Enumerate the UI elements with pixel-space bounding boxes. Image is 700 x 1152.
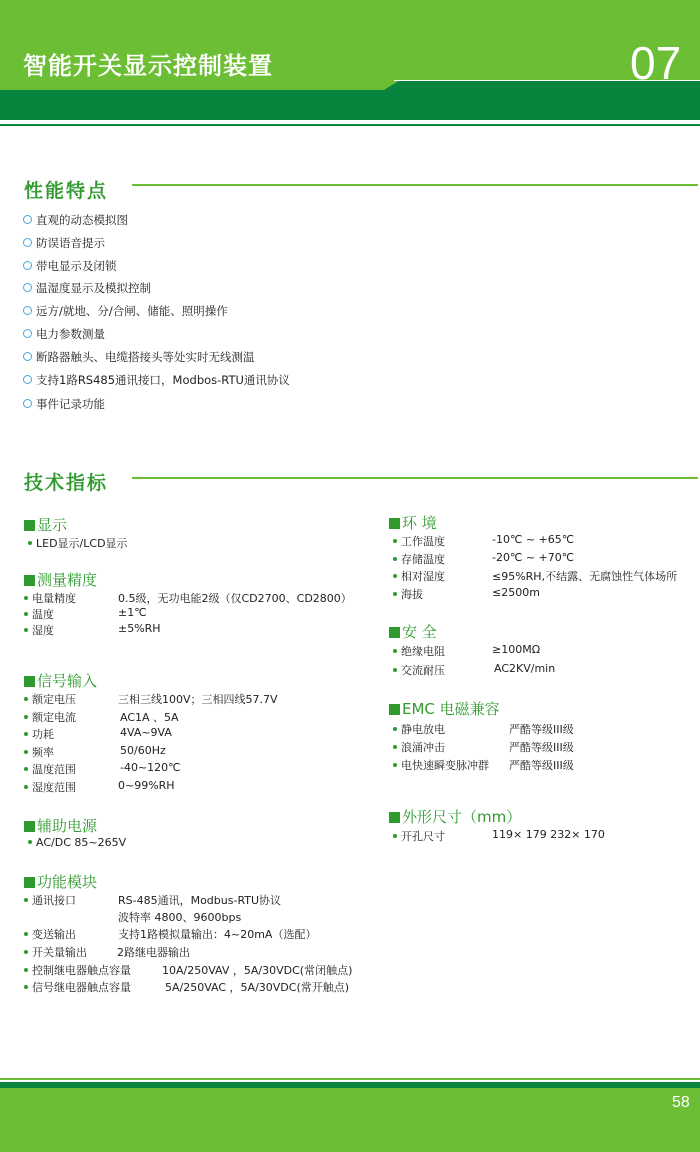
features-title: 性能特点 (24, 180, 109, 202)
feature-item: 电力参数测量 (23, 326, 105, 342)
spec-row-label: 海拔 (393, 586, 423, 602)
spec-row-value: ≤2500m (492, 586, 540, 599)
dot-bullet-icon (24, 932, 28, 936)
spec-row-label: 功耗 (24, 726, 54, 742)
feature-item: 带电显示及闭锁 (23, 258, 117, 274)
spec-row-label: 电量精度 (24, 590, 76, 606)
document-title: 智能开关显示控制装置 (23, 52, 273, 80)
dot-bullet-icon (393, 574, 397, 578)
dot-bullet-icon (393, 727, 397, 731)
subheading-safety: 安 全 (389, 621, 437, 642)
feature-item: 事件记录功能 (23, 396, 105, 412)
dot-bullet-icon (24, 898, 28, 902)
spec-row-value: ≤95%RH,不结露、无腐蚀性气体场所 (492, 570, 678, 583)
spec-row-label: 额定电压 (24, 691, 76, 707)
spec-row-value: 119× 179 232× 170 (492, 828, 605, 841)
square-bullet-icon (389, 704, 400, 715)
spec-row-label: 浪涌冲击 (393, 739, 445, 755)
dot-bullet-icon (393, 539, 397, 543)
dot-bullet-icon (393, 592, 397, 596)
dot-bullet-icon (393, 763, 397, 767)
features-rule (132, 184, 698, 186)
spec-row-value: -20℃ ~ +70℃ (492, 551, 575, 564)
dot-bullet-icon (393, 668, 397, 672)
dot-bullet-icon (393, 745, 397, 749)
feature-item: 支持1路RS485通讯接口，Modbos-RTU通讯协议 (23, 372, 290, 388)
spec-row-value: 严酷等级III级 (509, 741, 574, 754)
square-bullet-icon (24, 520, 35, 531)
spec-row-value: ≥100MΩ (492, 643, 541, 656)
spec-row-label: 变送输出 (24, 926, 76, 942)
spec-row-label: 控制继电器触点容量 (24, 962, 131, 978)
spec-row-label: 信号继电器触点容量 (24, 979, 131, 995)
bullet-ring-icon (23, 215, 32, 224)
square-bullet-icon (24, 821, 35, 832)
spec-row-label: 开孔尺寸 (393, 828, 445, 844)
square-bullet-icon (389, 812, 400, 823)
dot-bullet-icon (24, 612, 28, 616)
dot-bullet-icon (28, 541, 32, 545)
header-wedge (0, 80, 400, 90)
specs-title: 技术指标 (24, 472, 109, 494)
spec-row-label: 相对湿度 (393, 568, 445, 584)
spec-row-value: AC2KV/min (494, 662, 556, 675)
bullet-ring-icon (23, 238, 32, 247)
dot-bullet-icon (24, 628, 28, 632)
page-number: 58 (672, 1094, 690, 1111)
subheading-signal: 信号输入 (24, 670, 97, 691)
dot-bullet-icon (28, 840, 32, 844)
square-bullet-icon (389, 518, 400, 529)
dot-bullet-icon (24, 785, 28, 789)
spec-row-value: 5A/250VAC ，5A/30VDC(常开触点) (165, 981, 350, 994)
feature-item: 断路器触头、电缆搭接头等处实时无线测温 (23, 349, 255, 365)
square-bullet-icon (24, 575, 35, 586)
spec-row-value: ±1℃ (118, 606, 147, 619)
spec-row-value: 支持1路模拟量输出：4~20mA（选配） (118, 928, 317, 941)
square-bullet-icon (389, 627, 400, 638)
specs-rule (132, 477, 698, 479)
spec-row-label: 湿度范围 (24, 779, 76, 795)
subheading-environment: 环 境 (389, 512, 437, 533)
spec-row-label: 频率 (24, 744, 54, 760)
dot-bullet-icon (24, 596, 28, 600)
bullet-ring-icon (23, 352, 32, 361)
spec-row-label: 额定电流 (24, 709, 76, 725)
dot-bullet-icon (393, 557, 397, 561)
dot-bullet-icon (24, 715, 28, 719)
spec-row-label: 温度范围 (24, 761, 76, 777)
dot-bullet-icon (24, 732, 28, 736)
chapter-number: 07 (630, 37, 682, 89)
feature-item: 防误语音提示 (23, 235, 105, 251)
feature-item: 直观的动态模拟图 (23, 212, 128, 228)
spec-row-value: 严酷等级III级 (509, 723, 574, 736)
spec-row-value: 波特率 4800、9600bps (118, 911, 242, 924)
spec-row-label: 静电放电 (393, 721, 445, 737)
dot-bullet-icon (393, 649, 397, 653)
spec-row-value: 2路继电器输出 (117, 946, 190, 959)
bullet-ring-icon (23, 399, 32, 408)
spec-row-label: 存储温度 (393, 551, 445, 567)
spec-row-value: 0~99%RH (118, 779, 175, 792)
dot-bullet-icon (393, 834, 397, 838)
subheading-display: 显示 (24, 514, 67, 535)
bullet-ring-icon (23, 375, 32, 384)
dot-bullet-icon (24, 767, 28, 771)
square-bullet-icon (24, 676, 35, 687)
dot-bullet-icon (24, 697, 28, 701)
dot-bullet-icon (24, 968, 28, 972)
spec-row-value: 10A/250VAV ，5A/30VDC(常闭触点) (162, 964, 353, 977)
subheading-size: 外形尺寸（mm） (389, 806, 521, 827)
spec-row-label: 湿度 (24, 622, 54, 638)
spec-row-value: AC1A 、5A (120, 711, 179, 724)
bullet-ring-icon (23, 329, 32, 338)
spec-row-value: 严酷等级III级 (509, 759, 574, 772)
spec-row: AC/DC 85~265V (28, 836, 126, 849)
dot-bullet-icon (24, 985, 28, 989)
spec-row-label: 开关量输出 (24, 944, 87, 960)
bullet-ring-icon (23, 283, 32, 292)
subheading-function: 功能模块 (24, 871, 97, 892)
spec-row-value: 三相三线100V；三相四线57.7V (118, 693, 278, 706)
spec-row-value: -40~120℃ (120, 761, 181, 774)
dot-bullet-icon (24, 750, 28, 754)
square-bullet-icon (24, 877, 35, 888)
dot-bullet-icon (24, 950, 28, 954)
spec-row-label: 交流耐压 (393, 662, 445, 678)
header-underline (0, 124, 700, 126)
feature-item: 远方/就地、分/合闸、储能、照明操作 (23, 303, 228, 319)
spec-row-label: 通讯接口 (24, 892, 76, 908)
spec-row-value: 0.5级，无功电能2级（仅CD2700、CD2800） (118, 592, 352, 605)
spec-row-label: 绝缘电阻 (393, 643, 445, 659)
spec-row-label: 工作温度 (393, 533, 445, 549)
spec-row-value: RS-485通讯，Modbus-RTU协议 (118, 894, 282, 907)
spec-row: LED显示/LCD显示 (28, 535, 128, 551)
spec-row-value: 50/60Hz (120, 744, 166, 757)
spec-row-label: 温度 (24, 606, 54, 622)
subheading-accuracy: 测量精度 (24, 569, 97, 590)
footer-band (0, 1088, 700, 1152)
bullet-ring-icon (23, 261, 32, 270)
subheading-power: 辅助电源 (24, 815, 97, 836)
spec-row-label: 电快速瞬变脉冲群 (393, 757, 489, 773)
spec-row-value: ±5%RH (118, 622, 161, 635)
feature-item: 温湿度显示及模拟控制 (23, 280, 151, 296)
spec-row-value: -10℃ ~ +65℃ (492, 533, 575, 546)
bullet-ring-icon (23, 306, 32, 315)
footer-line (0, 1078, 700, 1080)
subheading-emc: EMC 电磁兼容 (389, 698, 500, 719)
spec-row-value: 4VA~9VA (120, 726, 172, 739)
